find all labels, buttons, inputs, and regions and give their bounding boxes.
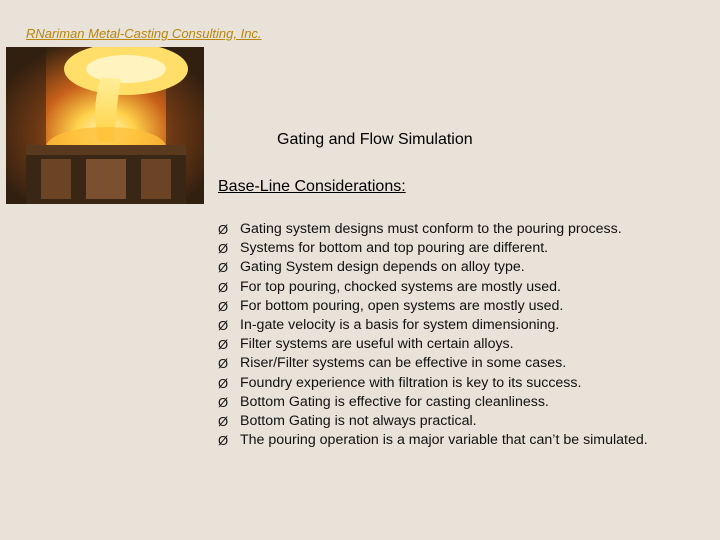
- list-item-text: In-gate velocity is a basis for system dimensioning.: [240, 316, 560, 333]
- section-subtitle: Base-Line Considerations:: [218, 178, 406, 195]
- list-item: [218, 393, 648, 412]
- list-item: [218, 316, 648, 335]
- bullet-list: [218, 220, 648, 450]
- arrow-bullet-icon: Ø: [218, 279, 229, 295]
- list-item: [218, 220, 648, 239]
- list-item-text: For bottom pouring, open systems are mostly used.: [240, 297, 564, 314]
- arrow-bullet-icon: Ø: [218, 222, 229, 237]
- list-item: [218, 297, 648, 316]
- list-item-text: Riser/Filter systems can be effective in some cases.: [240, 355, 567, 372]
- arrow-bullet-icon: Ø: [218, 375, 229, 391]
- list-item-text: Systems for bottom and top pouring are different.: [240, 240, 549, 257]
- slide-title: Gating and Flow Simulation: [277, 131, 473, 148]
- list-item: [218, 335, 648, 354]
- list-item-text: Foundry experience with filtration is key to its success.: [240, 374, 582, 391]
- arrow-bullet-icon: Ø: [218, 394, 229, 410]
- list-item-text: Bottom Gating is effective for casting cleanliness.: [240, 393, 549, 410]
- molten-metal-pouring-photo: [6, 47, 204, 204]
- list-item: [218, 374, 648, 393]
- list-item-text: For top pouring, chocked systems are mostly used.: [240, 278, 561, 295]
- arrow-bullet-icon: Ø: [218, 298, 229, 314]
- list-item-text: Filter systems are useful with certain alloys.: [240, 336, 514, 353]
- company-header[interactable]: RNariman Metal-Casting Consulting, Inc.: [26, 26, 262, 41]
- arrow-bullet-icon: Ø: [218, 317, 229, 333]
- list-item-text: Gating system designs must conform to the pouring process.: [240, 221, 622, 237]
- list-item-text: The pouring operation is a major variable that can’t be simulated.: [240, 432, 648, 449]
- arrow-bullet-icon: Ø: [218, 260, 229, 276]
- list-item: [218, 239, 648, 258]
- list-item: [218, 412, 648, 431]
- list-item: [218, 354, 648, 373]
- list-item: [218, 431, 648, 450]
- list-item: [218, 278, 648, 297]
- list-item-text: Gating System design depends on alloy type.: [240, 259, 525, 276]
- arrow-bullet-icon: Ø: [218, 337, 229, 353]
- arrow-bullet-icon: Ø: [218, 241, 229, 257]
- arrow-bullet-icon: Ø: [218, 356, 229, 372]
- list-item-text: Bottom Gating is not always practical.: [240, 412, 477, 429]
- list-item: [218, 258, 648, 277]
- arrow-bullet-icon: Ø: [218, 413, 229, 429]
- arrow-bullet-icon: Ø: [218, 433, 229, 449]
